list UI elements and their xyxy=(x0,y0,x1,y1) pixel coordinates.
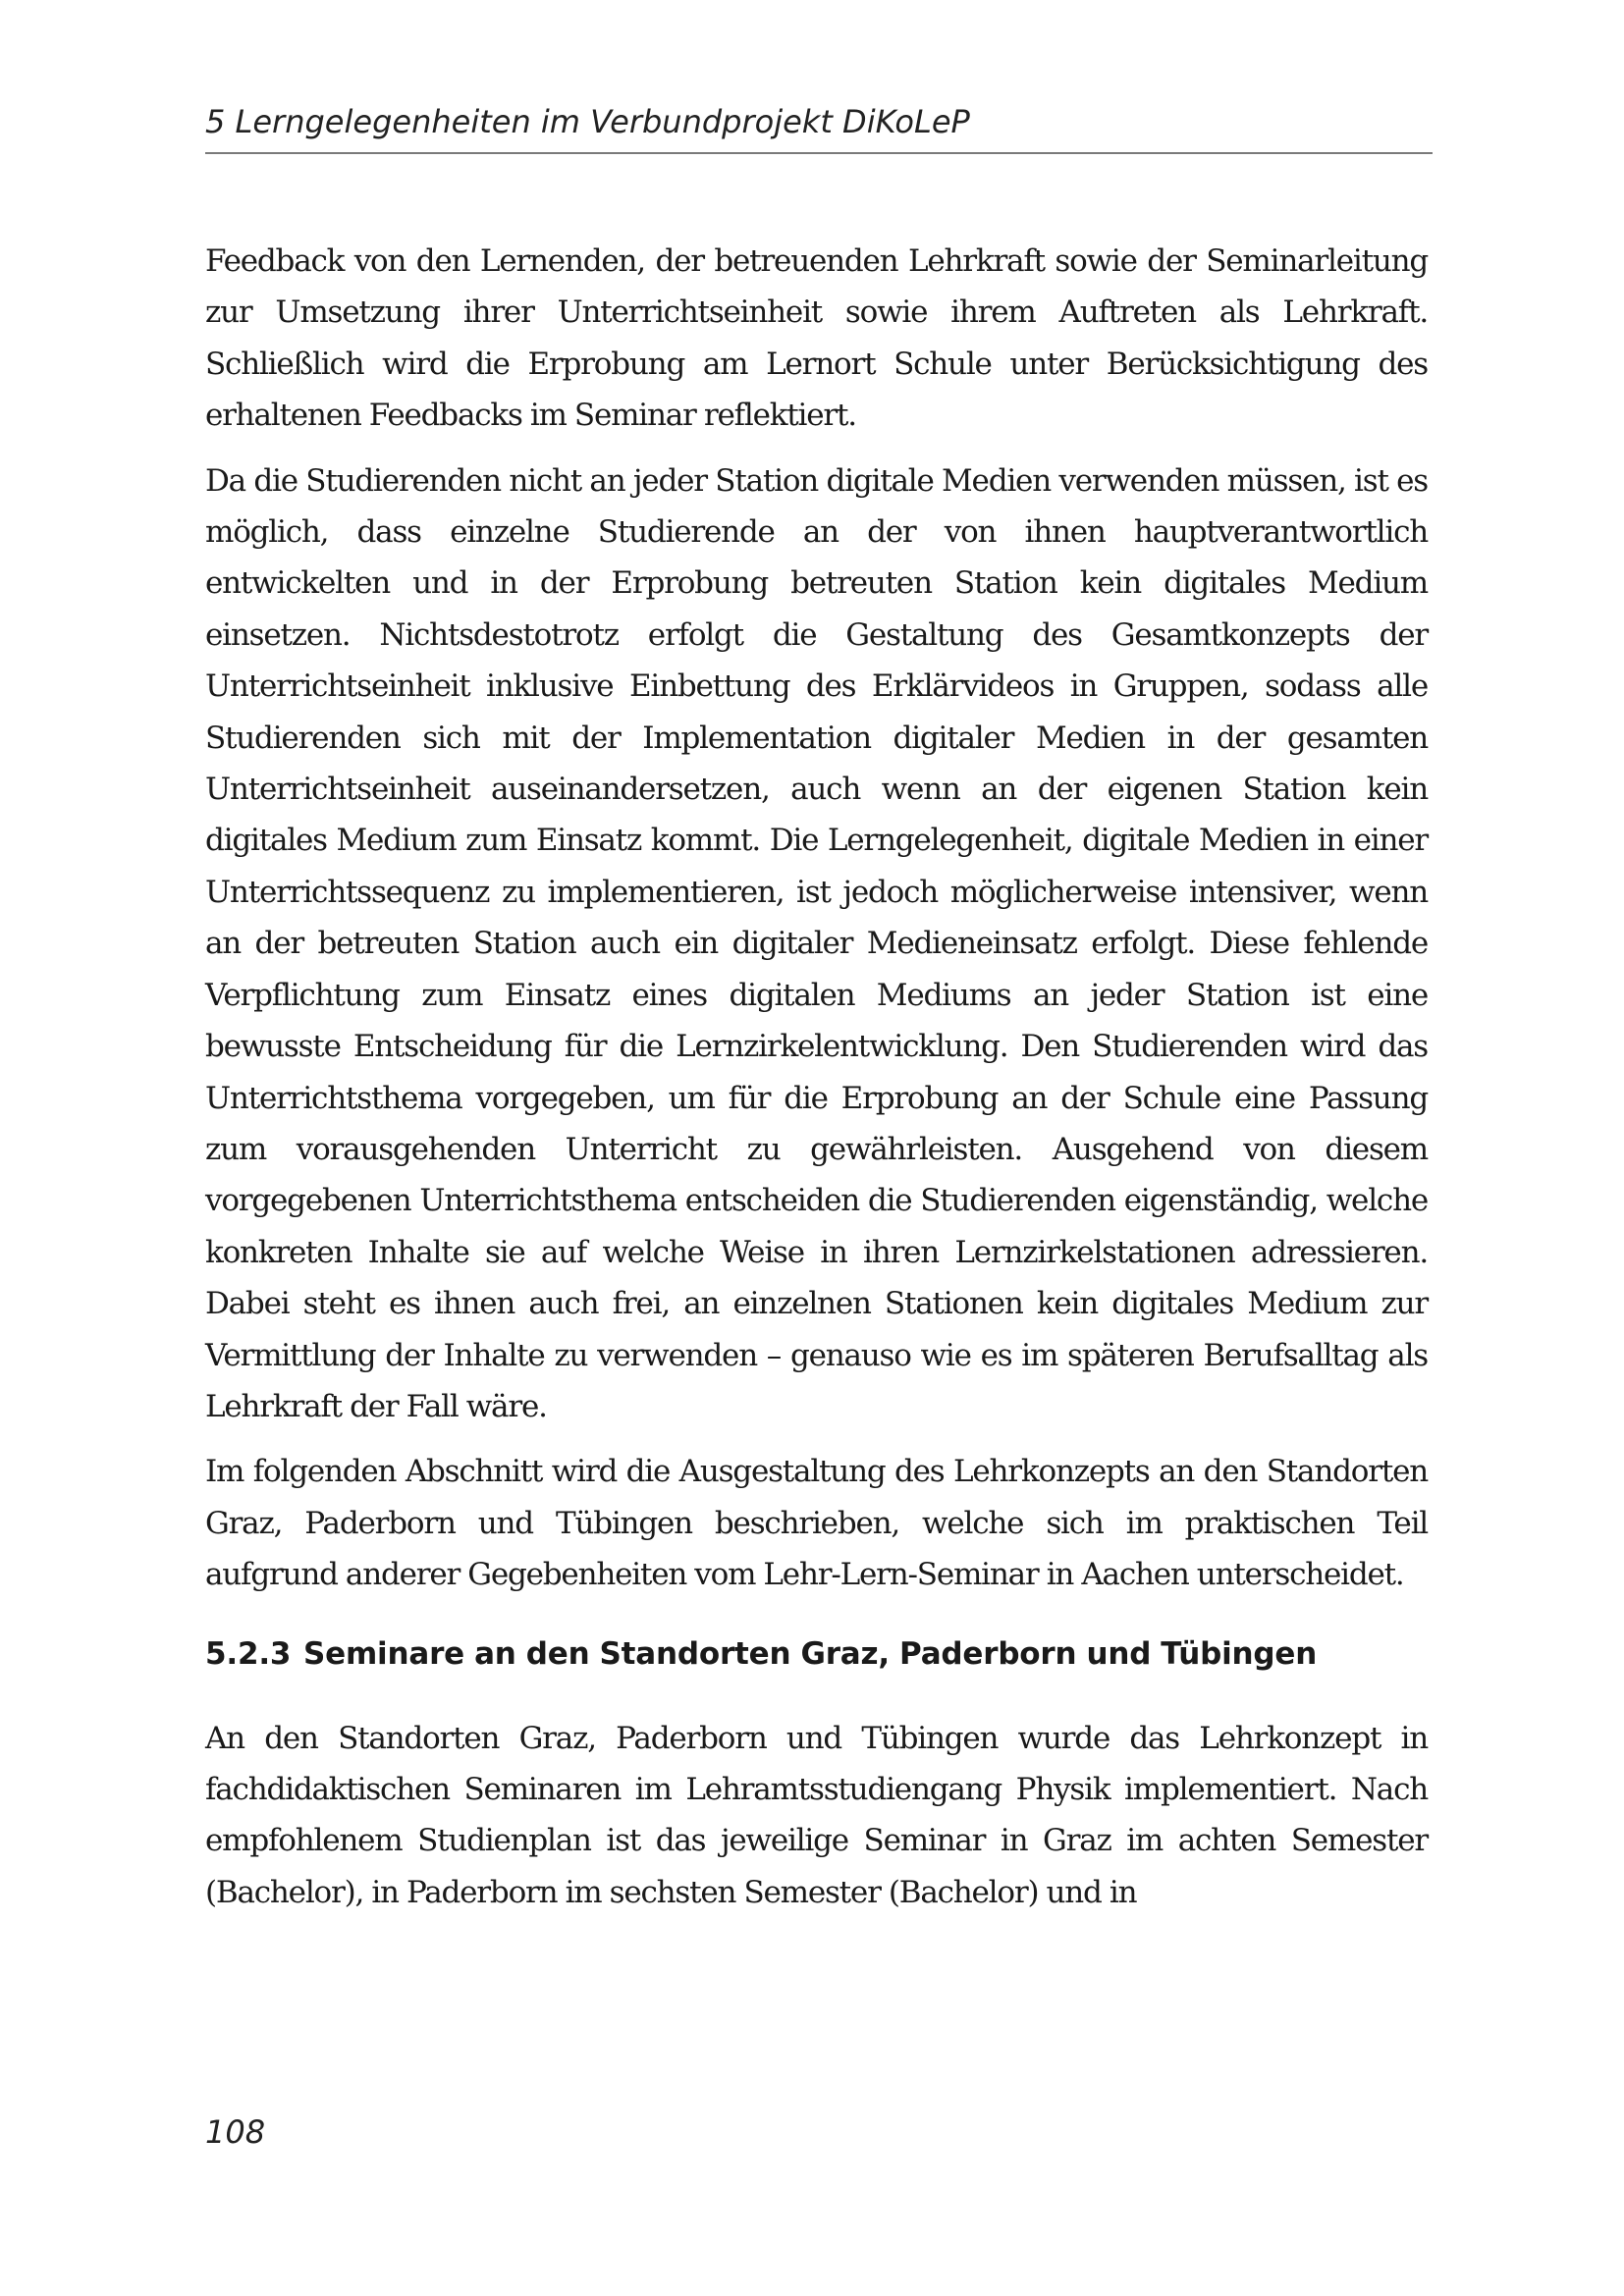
section-number: 5.2.3 xyxy=(205,1635,292,1672)
body-text xyxy=(205,236,1428,1932)
header-rule xyxy=(205,152,1433,154)
running-header: 5 Lerngelegenheiten im Verbundprojekt DiKoLeP xyxy=(205,103,970,140)
paragraph-digital-media: Da die Studierenden nicht an jeder Station digitale Medien verwenden müssen, ist es möglich, dass einzelne Studierende an der von ihnen hauptverantwortlich entwickelten und in der Erprobung betreuten Station kein digitales Medium einsetzen. Nichtsdestotrotz erfolgt die Gestaltung des Gesamtkonzepts der Unterrichtseinheit inklusive Einbettung des Erklärvideos in Gruppen, sodass alle Studierenden sich mit der Implementation digitaler Medien in der gesamten Unterrichtseinheit auseinandersetzen, auch wenn an der eigenen Station kein digitales Medium zum Einsatz kommt. Die Lerngelegenheit, digitale Medien in einer Unterrichtssequenz zu implementieren, ist jedoch möglicherweise intensiver, wenn an der betreuten Station auch ein digitaler Medieneinsatz erfolgt. Diese fehlende Verpflichtung zum Einsatz eines digitalen Mediums an jeder Station ist eine bewusste Entscheidung für die Lernzirkelentwicklung. Den Studierenden wird das Unterrichtsthema vorgegeben, um für die Erprobung an der Schule eine Passung zum vorausgehenden Unterricht zu gewährleisten. Ausgehend von diesem vorgegebenen Unterrichtsthema entscheiden die Studierenden eigenständig, welche konkreten Inhalte sie auf welche Weise in ihren Lernzirkelstationen adressieren. Dabei steht es ihnen auch frei, an einzelnen Stationen kein digitales Medium zur Vermittlung der Inhalte zu verwenden – genauso wie es im späteren Berufsalltag als Lehrkraft der Fall wäre. xyxy=(205,462,1428,1424)
paragraph-next-section: Im folgenden Abschnitt wird die Ausgestaltung des Lehrkonzepts an den Standorten Graz, Paderborn und Tübingen beschrieben, welche sich im praktischen Teil aufgrund anderer Gegebenheiten vom Lehr-Lern-Seminar in Aachen unterscheidet. xyxy=(205,1454,1428,1593)
paragraph-feedback: Feedback von den Lernenden, der betreuenden Lehrkraft sowie der Seminarleitung zur Umsetzung ihrer Unterrichtseinheit sowie ihrem Auftreten als Lehrkraft. Schließlich wird die Erprobung am Lernort Schule unter Berücksichtigung des erhaltenen Feedbacks im Seminar reflektiert. xyxy=(205,243,1428,434)
section-heading xyxy=(205,1634,1428,1674)
paragraph-section-intro: An den Standorten Graz, Paderborn und Tübingen wurde das Lehrkonzept in fachdidaktischen Seminaren im Lehramtsstudiengang Physik implementiert. Nach empfohlenem Studienplan ist das jeweilige Seminar in Graz im achten Semester (Bachelor), in Paderborn im sechsten Semester (Bachelor) und in xyxy=(205,1720,1428,1910)
section-title: Seminare an den Standorten Graz, Paderborn und Tübingen xyxy=(303,1635,1318,1672)
page-number: 108 xyxy=(205,2113,266,2151)
